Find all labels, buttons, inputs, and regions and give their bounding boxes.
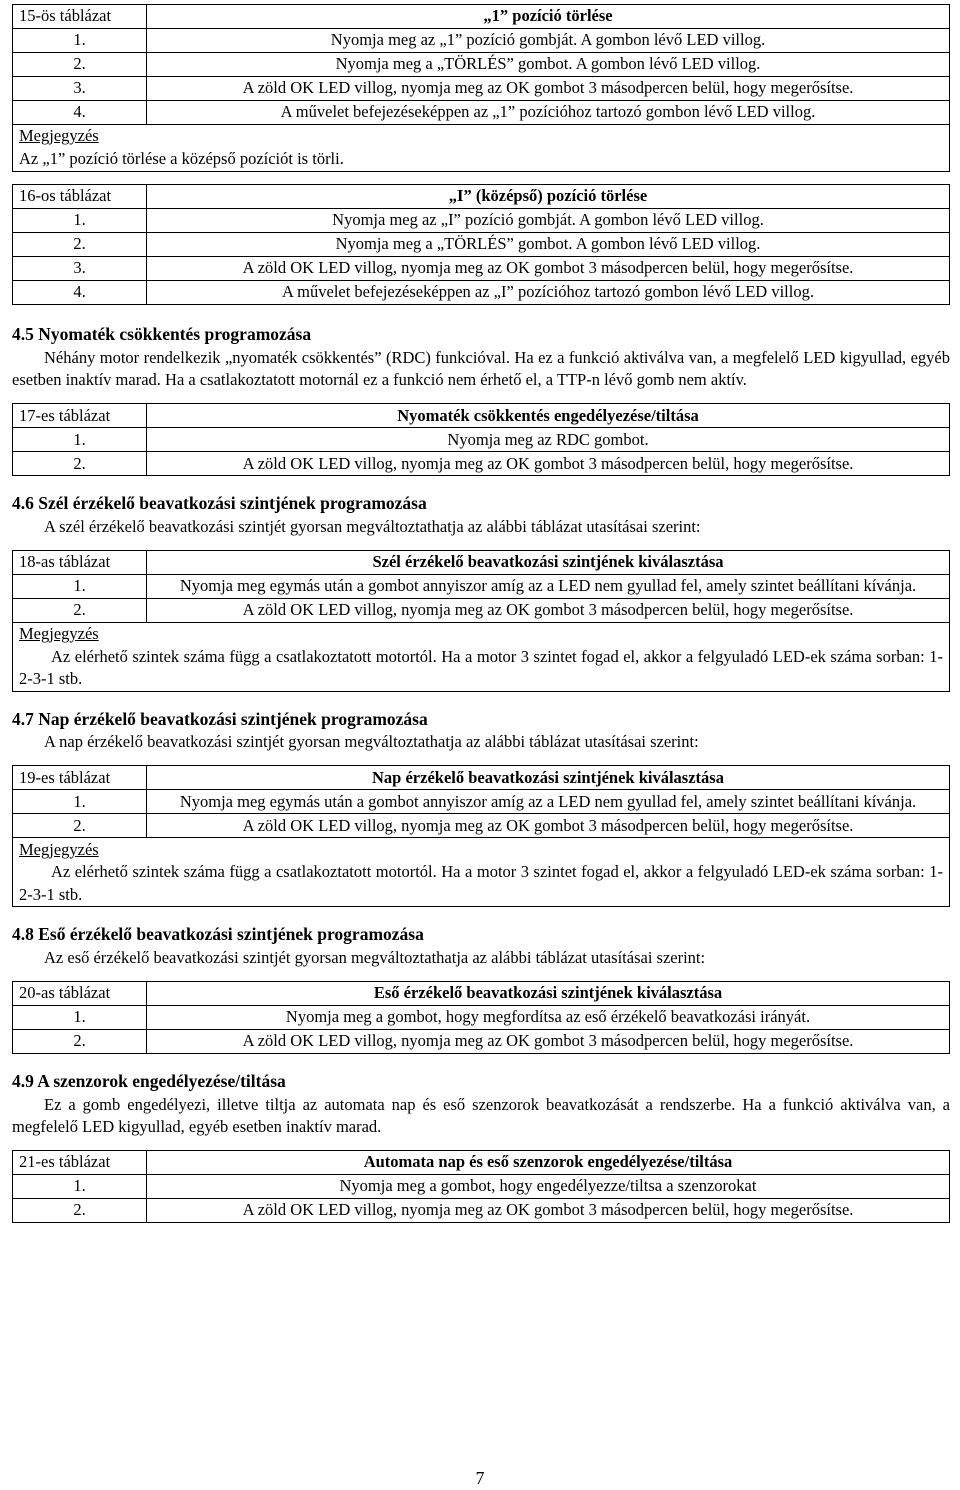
- table-row: [13, 575, 950, 599]
- table-row: [13, 257, 950, 281]
- table-label: 20-as táblázat: [13, 981, 147, 1005]
- step-text: Nyomja meg a „TÖRLÉS” gombot. A gombon lévő LED villog.: [147, 233, 950, 257]
- step-number: 1.: [13, 428, 147, 452]
- note-cell: [13, 861, 950, 906]
- step-number: 3.: [13, 77, 147, 101]
- step-number: 1.: [13, 575, 147, 599]
- table-header-row: [13, 1151, 950, 1175]
- step-text: A művelet befejezéseképpen az „I” pozícióhoz tartozó gombon lévő LED villog.: [147, 281, 950, 305]
- table-row: [13, 452, 950, 476]
- step-text: Nyomja meg az RDC gombot.: [147, 428, 950, 452]
- step-number: 2.: [13, 53, 147, 77]
- table-row: [13, 1199, 950, 1223]
- step-number: 1.: [13, 790, 147, 814]
- table-row: [13, 814, 950, 838]
- table-row: [13, 1175, 950, 1199]
- step-number: 1.: [13, 1005, 147, 1029]
- step-text: A zöld OK LED villog, nyomja meg az OK gombot 3 másodpercen belül, hogy megerősítse.: [147, 1029, 950, 1053]
- section-text: A nap érzékelő beavatkozási szintjét gyorsan megváltoztathatja az alábbi táblázat utasításai szerint:: [44, 732, 699, 752]
- table-row: [13, 790, 950, 814]
- step-number: 1.: [13, 29, 147, 53]
- step-number: 4.: [13, 281, 147, 305]
- note-row: [13, 861, 950, 906]
- note-text: Az elérhető szintek száma függ a csatlakoztatott motortól. Ha a motor 3 szintet fogad el, akkor a felgyuladó LED-ek száma sorban: 1-2-3-1 stb.: [19, 647, 943, 689]
- note-row: [13, 646, 950, 691]
- table-row: [13, 281, 950, 305]
- step-number: 2.: [13, 1199, 147, 1223]
- table-row: [13, 53, 950, 77]
- step-text: A zöld OK LED villog, nyomja meg az OK gombot 3 másodpercen belül, hogy megerősítse.: [147, 1199, 950, 1223]
- step-number: 2.: [13, 814, 147, 838]
- table-header-row: [13, 404, 950, 428]
- step-text: A zöld OK LED villog, nyomja meg az OK gombot 3 másodpercen belül, hogy megerősítse.: [147, 814, 950, 838]
- table-row: [13, 599, 950, 623]
- table-title: Nap érzékelő beavatkozási szintjének kiválasztása: [147, 766, 950, 790]
- note-row: [13, 148, 950, 172]
- table-18: [12, 550, 950, 692]
- step-text: A zöld OK LED villog, nyomja meg az OK gombot 3 másodpercen belül, hogy megerősítse.: [147, 77, 950, 101]
- note-title: Megjegyzés: [13, 125, 950, 149]
- table-title: Automata nap és eső szenzorok engedélyezése/tiltása: [147, 1151, 950, 1175]
- step-number: 1.: [13, 209, 147, 233]
- note-title: Megjegyzés: [13, 838, 950, 862]
- section-4-8: [12, 923, 950, 969]
- table-row: [13, 77, 950, 101]
- note-text: Az elérhető szintek száma függ a csatlakoztatott motortól. Ha a motor 3 szintet fogad el, akkor a felgyuladó LED-ek száma sorban: 1-2-3-1 stb.: [19, 862, 943, 904]
- section-title: 4.8 Eső érzékelő beavatkozási szintjének programozása: [12, 924, 424, 944]
- document-page: [12, 0, 950, 1223]
- step-number: 2.: [13, 233, 147, 257]
- table-title: Szél érzékelő beavatkozási szintjének kiválasztása: [147, 551, 950, 575]
- table-title: Nyomaték csökkentés engedélyezése/tiltása: [147, 404, 950, 428]
- step-text: Nyomja meg egymás után a gombot annyiszor amíg az a LED nem gyullad fel, amely szintet beállítani kívánja.: [147, 790, 950, 814]
- table-label: 16-os táblázat: [13, 185, 147, 209]
- step-text: A zöld OK LED villog, nyomja meg az OK gombot 3 másodpercen belül, hogy megerősítse.: [147, 599, 950, 623]
- table-title: „I” (középső) pozíció törlése: [147, 185, 950, 209]
- note-title-row: [13, 125, 950, 149]
- step-number: 2.: [13, 599, 147, 623]
- table-label: 17-es táblázat: [13, 404, 147, 428]
- table-row: [13, 233, 950, 257]
- section-4-9: [12, 1070, 950, 1138]
- step-text: A művelet befejezéseképpen az „1” pozícióhoz tartozó gombon lévő LED villog.: [147, 101, 950, 125]
- table-label: 15-ös táblázat: [13, 5, 147, 29]
- table-17: [12, 403, 950, 476]
- table-label: 21-es táblázat: [13, 1151, 147, 1175]
- section-title: 4.9 A szenzorok engedélyezése/tiltása: [12, 1070, 286, 1091]
- step-text: Nyomja meg az „1” pozíció gombját. A gombon lévő LED villog.: [147, 29, 950, 53]
- section-text: Ez a gomb engedélyezi, illetve tiltja az automata nap és eső szenzorok beavatkozását a rendszerbe. Ha a funkció aktiválva van, a megfelelő LED kigyullad, egyéb esetben inaktív marad.: [12, 1094, 950, 1136]
- table-header-row: [13, 981, 950, 1005]
- step-number: 1.: [13, 1175, 147, 1199]
- table-row: [13, 101, 950, 125]
- table-header-row: [13, 766, 950, 790]
- step-text: Nyomja meg a gombot, hogy megfordítsa az eső érzékelő beavatkozási irányát.: [147, 1005, 950, 1029]
- table-15: [12, 4, 950, 172]
- section-4-7: [12, 708, 950, 754]
- step-text: Nyomja meg a gombot, hogy engedélyezze/tiltsa a szenzorokat: [147, 1175, 950, 1199]
- table-header-row: [13, 551, 950, 575]
- table-21: [12, 1150, 950, 1223]
- table-title: „1” pozíció törlése: [147, 5, 950, 29]
- table-row: [13, 428, 950, 452]
- table-label: 19-es táblázat: [13, 766, 147, 790]
- section-text: Néhány motor rendelkezik „nyomaték csökkentés” (RDC) funkcióval. Ha ez a funkció aktiválva van, a megfelelő LED kigyullad, egyéb esetben inaktív marad. Ha a csatlakoztatott motornál ez a funkció nem érhető el, a TTP-n lévő gomb nem aktív.: [12, 347, 950, 389]
- table-label: 18-as táblázat: [13, 551, 147, 575]
- section-4-6: [12, 492, 950, 538]
- note-title-row: [13, 838, 950, 862]
- section-title: 4.7 Nap érzékelő beavatkozási szintjének programozása: [12, 708, 428, 729]
- table-16: [12, 184, 950, 305]
- step-text: Nyomja meg a „TÖRLÉS” gombot. A gombon lévő LED villog.: [147, 53, 950, 77]
- section-text: A szél érzékelő beavatkozási szintjét gyorsan megváltoztathatja az alábbi táblázat utasításai szerint:: [44, 516, 701, 536]
- step-number: 2.: [13, 1029, 147, 1053]
- note-title-row: [13, 623, 950, 647]
- step-number: 4.: [13, 101, 147, 125]
- table-title: Eső érzékelő beavatkozási szintjének kiválasztása: [147, 981, 950, 1005]
- table-header-row: [13, 185, 950, 209]
- table-20: [12, 981, 950, 1054]
- note-cell: [13, 646, 950, 691]
- table-row: [13, 29, 950, 53]
- step-text: Nyomja meg egymás után a gombot annyiszor amíg az a LED nem gyullad fel, amely szintet beállítani kívánja.: [147, 575, 950, 599]
- note-text: Az „1” pozíció törlése a középső pozíciót is törli.: [13, 148, 950, 172]
- table-row: [13, 1029, 950, 1053]
- table-header-row: [13, 5, 950, 29]
- table-row: [13, 1005, 950, 1029]
- section-title: 4.6 Szél érzékelő beavatkozási szintjének programozása: [12, 493, 427, 514]
- step-text: A zöld OK LED villog, nyomja meg az OK gombot 3 másodpercen belül, hogy megerősítse.: [147, 257, 950, 281]
- table-row: [13, 209, 950, 233]
- step-number: 2.: [13, 452, 147, 476]
- note-title: Megjegyzés: [13, 623, 950, 647]
- step-text: Nyomja meg az „I” pozíció gombját. A gombon lévő LED villog.: [147, 209, 950, 233]
- section-4-5: [12, 323, 950, 391]
- step-number: 3.: [13, 257, 147, 281]
- section-text: Az eső érzékelő beavatkozási szintjét gyorsan megváltoztathatja az alábbi táblázat utasításai szerint:: [44, 947, 706, 967]
- step-text: A zöld OK LED villog, nyomja meg az OK gombot 3 másodpercen belül, hogy megerősítse.: [147, 452, 950, 476]
- section-title: 4.5 Nyomaték csökkentés programozása: [12, 324, 312, 344]
- page-number: 7: [475, 1468, 485, 1488]
- table-19: [12, 765, 950, 907]
